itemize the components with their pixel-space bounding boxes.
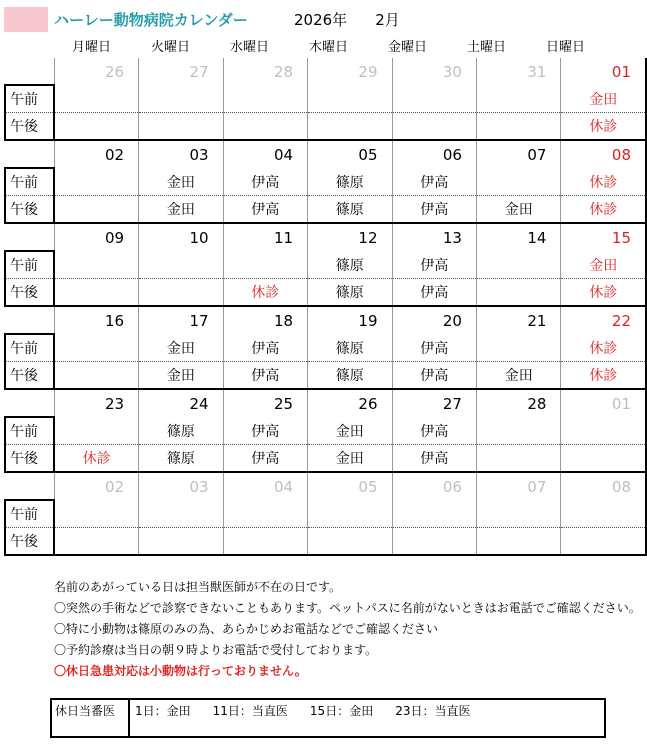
schedule-cell: 篠原 <box>308 334 392 362</box>
weekday-header: 土曜日 <box>466 40 506 55</box>
pm-label: 午後 <box>5 445 54 473</box>
date-row <box>5 140 646 168</box>
schedule-cell <box>392 113 476 141</box>
schedule-cell: 金田 <box>139 334 223 362</box>
date-cell: 25 <box>223 389 307 417</box>
schedule-cell: 休診 <box>223 279 307 307</box>
schedule-cell: 金田 <box>308 417 392 445</box>
am-label: 午前 <box>5 334 54 362</box>
am-row <box>5 334 646 362</box>
schedule-cell: 金田 <box>476 196 560 224</box>
schedule-cell <box>223 251 307 279</box>
schedule-cell <box>392 500 476 528</box>
schedule-cell <box>54 168 138 196</box>
duty-entry: 23日：当直医 <box>395 704 471 718</box>
am-row <box>5 417 646 445</box>
weekday-header: 火曜日 <box>150 40 190 55</box>
schedule-cell: 伊高 <box>392 417 476 445</box>
schedule-cell <box>54 251 138 279</box>
date-row <box>5 472 646 500</box>
date-row-spacer <box>5 306 54 334</box>
date-cell: 26 <box>308 389 392 417</box>
date-cell: 08 <box>561 472 646 500</box>
pm-row <box>5 445 646 473</box>
schedule-cell: 篠原 <box>308 362 392 390</box>
date-cell: 09 <box>54 223 138 251</box>
weekday-header: 日曜日 <box>545 40 585 55</box>
year-label: 2026年 <box>294 11 348 29</box>
pm-label: 午後 <box>5 362 54 390</box>
schedule-cell: 伊高 <box>392 168 476 196</box>
am-label: 午前 <box>5 168 54 196</box>
am-row <box>5 251 646 279</box>
calendar-month <box>294 9 428 30</box>
schedule-cell <box>139 251 223 279</box>
date-cell: 06 <box>392 472 476 500</box>
schedule-cell <box>476 334 560 362</box>
date-row <box>5 58 646 85</box>
date-cell: 02 <box>54 472 138 500</box>
note-line: 〇特に小動物は篠原のみの為、あらかじめお電話などでご確認ください <box>54 622 439 636</box>
date-cell: 17 <box>139 306 223 334</box>
duty-entry: 15日：金田 <box>309 704 374 718</box>
date-cell: 10 <box>139 223 223 251</box>
schedule-cell <box>476 113 560 141</box>
date-cell: 16 <box>54 306 138 334</box>
schedule-cell <box>54 500 138 528</box>
date-cell: 01 <box>561 389 646 417</box>
schedule-cell <box>308 113 392 141</box>
weekday-header: 月曜日 <box>71 40 111 55</box>
schedule-cell: 休診 <box>561 362 646 390</box>
schedule-cell <box>476 528 560 556</box>
schedule-cell <box>561 445 646 473</box>
schedule-cell <box>561 417 646 445</box>
schedule-cell <box>308 85 392 113</box>
date-cell: 08 <box>561 140 646 168</box>
date-cell: 31 <box>476 58 560 85</box>
schedule-cell <box>54 334 138 362</box>
pm-row <box>5 196 646 224</box>
date-cell: 15 <box>561 223 646 251</box>
schedule-cell: 伊高 <box>223 417 307 445</box>
date-cell: 01 <box>561 58 646 85</box>
schedule-cell: 伊高 <box>223 362 307 390</box>
schedule-cell: 篠原 <box>308 251 392 279</box>
note-line: 名前のあがっている日は担当獣医師が不在の日です。 <box>54 580 342 594</box>
schedule-cell: 伊高 <box>392 362 476 390</box>
date-cell: 02 <box>54 140 138 168</box>
date-cell: 12 <box>308 223 392 251</box>
holiday-duty-box <box>50 698 606 738</box>
date-cell: 11 <box>223 223 307 251</box>
am-label: 午前 <box>5 251 54 279</box>
schedule-cell: 金田 <box>139 196 223 224</box>
schedule-cell: 伊高 <box>392 251 476 279</box>
schedule-cell <box>54 362 138 390</box>
schedule-cell: 金田 <box>139 168 223 196</box>
note-line: 〇突然の手術などで診察できないこともあります。ペットパスに名前がないときはお電話でご確認ください。 <box>54 601 641 615</box>
schedule-cell: 休診 <box>561 113 646 141</box>
schedule-cell <box>476 500 560 528</box>
schedule-cell <box>54 528 138 556</box>
schedule-cell <box>54 113 138 141</box>
schedule-cell <box>561 500 646 528</box>
schedule-cell <box>54 85 138 113</box>
pm-row <box>5 528 646 556</box>
date-cell: 03 <box>139 140 223 168</box>
date-row <box>5 389 646 417</box>
pm-label: 午後 <box>5 528 54 556</box>
pm-row <box>5 279 646 307</box>
date-cell: 30 <box>392 58 476 85</box>
date-cell: 27 <box>392 389 476 417</box>
pm-label: 午後 <box>5 113 54 141</box>
date-row-spacer <box>5 223 54 251</box>
date-cell: 27 <box>139 58 223 85</box>
schedule-cell: 金田 <box>308 445 392 473</box>
schedule-cell <box>139 279 223 307</box>
month-label: 2月 <box>375 11 400 29</box>
schedule-cell <box>476 279 560 307</box>
schedule-cell: 休診 <box>561 334 646 362</box>
holiday-duty-label: 休日当番医 <box>52 700 130 736</box>
holiday-duty-entries <box>135 702 492 719</box>
schedule-cell: 伊高 <box>392 334 476 362</box>
calendar-title: ハーレー動物病院カレンダー <box>54 11 248 29</box>
schedule-cell <box>308 500 392 528</box>
am-row <box>5 168 646 196</box>
date-cell: 20 <box>392 306 476 334</box>
schedule-cell: 伊高 <box>392 279 476 307</box>
duty-entry: 1日：金田 <box>135 704 191 718</box>
weekday-header: 金曜日 <box>387 40 427 55</box>
schedule-cell <box>223 113 307 141</box>
calendar-table <box>4 58 647 556</box>
date-cell: 26 <box>54 58 138 85</box>
schedule-cell <box>392 85 476 113</box>
date-cell: 19 <box>308 306 392 334</box>
date-row-spacer <box>5 140 54 168</box>
schedule-cell: 伊高 <box>223 445 307 473</box>
am-row <box>5 85 646 113</box>
schedule-cell <box>139 500 223 528</box>
schedule-cell <box>223 500 307 528</box>
pm-label: 午後 <box>5 279 54 307</box>
schedule-cell <box>476 85 560 113</box>
schedule-cell <box>476 445 560 473</box>
pm-row <box>5 113 646 141</box>
schedule-cell <box>476 251 560 279</box>
schedule-cell <box>392 528 476 556</box>
date-cell: 29 <box>308 58 392 85</box>
schedule-cell <box>54 279 138 307</box>
date-cell: 22 <box>561 306 646 334</box>
date-row-spacer <box>5 472 54 500</box>
am-row <box>5 500 646 528</box>
date-row-spacer <box>5 389 54 417</box>
note-line-emphasis: 〇休日急患対応は小動物は行っておりません。 <box>54 664 307 678</box>
schedule-cell: 金田 <box>476 362 560 390</box>
date-cell: 07 <box>476 472 560 500</box>
schedule-cell: 金田 <box>561 251 646 279</box>
duty-entry: 11日：当直医 <box>212 704 288 718</box>
notes <box>54 577 641 682</box>
date-cell: 03 <box>139 472 223 500</box>
date-cell: 18 <box>223 306 307 334</box>
am-label: 午前 <box>5 85 54 113</box>
weekday-header: 水曜日 <box>229 40 269 55</box>
am-label: 午前 <box>5 500 54 528</box>
schedule-cell <box>476 417 560 445</box>
schedule-cell <box>139 113 223 141</box>
pm-label: 午後 <box>5 196 54 224</box>
am-label: 午前 <box>5 417 54 445</box>
schedule-cell <box>476 168 560 196</box>
date-cell: 04 <box>223 140 307 168</box>
pm-row <box>5 362 646 390</box>
schedule-cell <box>223 528 307 556</box>
date-cell: 23 <box>54 389 138 417</box>
date-cell: 24 <box>139 389 223 417</box>
date-cell: 14 <box>476 223 560 251</box>
schedule-cell: 篠原 <box>308 279 392 307</box>
date-cell: 05 <box>308 140 392 168</box>
schedule-cell: 休診 <box>54 445 138 473</box>
schedule-cell: 篠原 <box>139 417 223 445</box>
date-cell: 28 <box>476 389 560 417</box>
color-swatch <box>4 7 48 32</box>
date-row-spacer <box>5 58 54 85</box>
date-cell: 07 <box>476 140 560 168</box>
schedule-cell <box>223 85 307 113</box>
schedule-cell: 金田 <box>561 85 646 113</box>
date-cell: 05 <box>308 472 392 500</box>
schedule-cell: 伊高 <box>392 196 476 224</box>
weekday-header: 木曜日 <box>308 40 348 55</box>
schedule-cell <box>139 528 223 556</box>
schedule-cell: 篠原 <box>139 445 223 473</box>
date-cell: 13 <box>392 223 476 251</box>
schedule-cell: 休診 <box>561 168 646 196</box>
schedule-cell: 伊高 <box>223 334 307 362</box>
date-cell: 28 <box>223 58 307 85</box>
schedule-cell: 休診 <box>561 196 646 224</box>
date-row <box>5 223 646 251</box>
note-line: 〇予約診療は当日の朝９時よりお電話で受付しております。 <box>54 643 378 657</box>
date-cell: 04 <box>223 472 307 500</box>
date-cell: 06 <box>392 140 476 168</box>
schedule-cell: 金田 <box>139 362 223 390</box>
date-cell: 21 <box>476 306 560 334</box>
schedule-cell: 伊高 <box>392 445 476 473</box>
date-row <box>5 306 646 334</box>
schedule-cell <box>561 528 646 556</box>
schedule-cell: 休診 <box>561 279 646 307</box>
schedule-cell <box>139 85 223 113</box>
schedule-cell: 伊高 <box>223 196 307 224</box>
schedule-cell: 篠原 <box>308 196 392 224</box>
schedule-cell <box>54 196 138 224</box>
schedule-cell: 伊高 <box>223 168 307 196</box>
schedule-cell <box>54 417 138 445</box>
schedule-cell: 篠原 <box>308 168 392 196</box>
schedule-cell <box>308 528 392 556</box>
